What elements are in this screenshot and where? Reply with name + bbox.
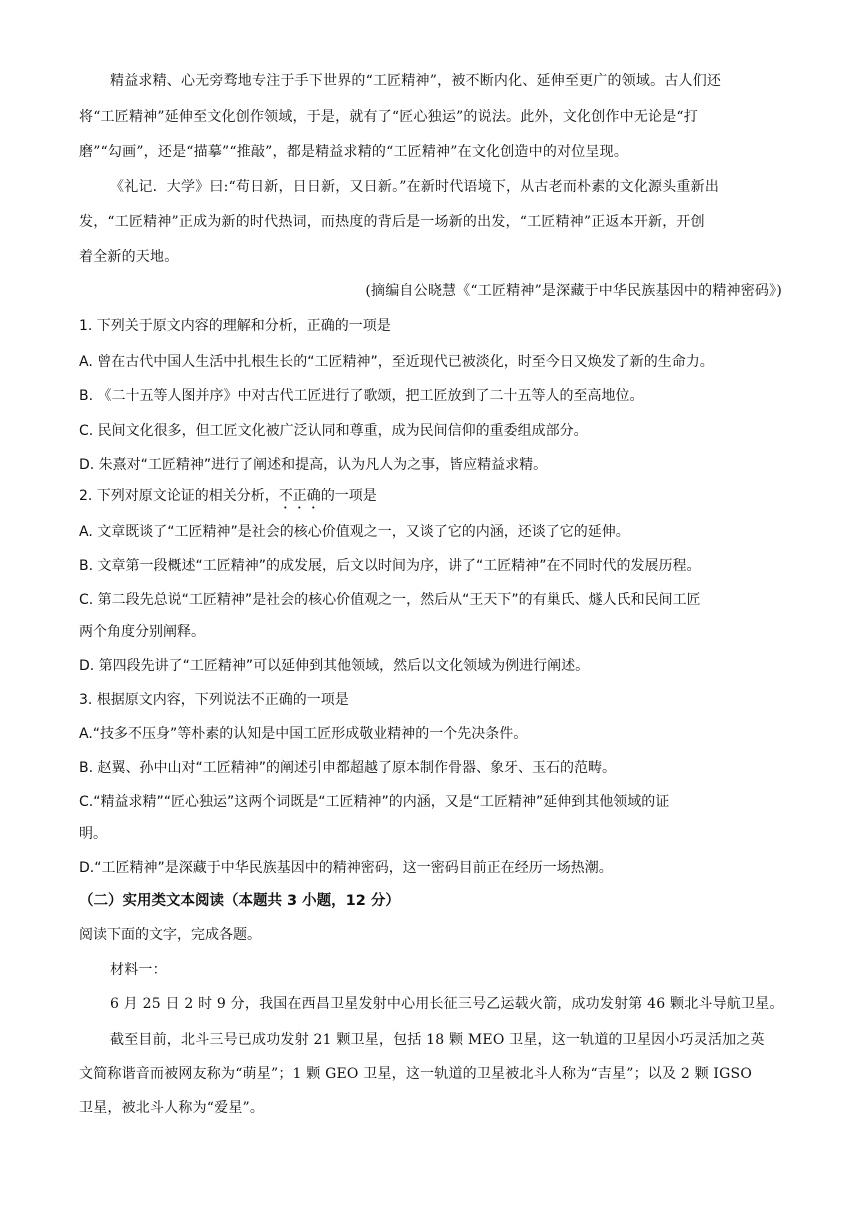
passage-p2-line-3: 着全新的天地。	[79, 249, 179, 265]
question-1-option-c: C. 民间文化很多，但工匠文化被广泛认同和尊重，成为民间信仰的重委组成部分。	[79, 423, 588, 439]
passage-p1-line-2: 将“工匠精神”延伸至文化创作领域，于是，就有了“匠心独运”的说法。此外，文化创作中无论是“打	[79, 109, 698, 125]
question-1-option-d: D. 朱熹对“工匠精神”进行了阐述和提高，认为凡人为之事，皆应精益求精。	[79, 457, 548, 473]
section-2-instruction: 阅读下面的文字，完成各题。	[79, 927, 261, 943]
question-2-option-a: A. 文章既谈了“工匠精神”是社会的核心价值观之一，又谈了它的内涵，还谈了它的延伸。	[79, 524, 630, 540]
question-2-stem-emphasis: 不正确	[278, 488, 321, 504]
material-1-para-2-line-2: 文简称谐音而被网友称为“萌星”；1 颗 GEO 卫星，这一轨道的卫星被北斗人称为“吉星”；以及 2 颗 IGSO	[79, 1066, 753, 1082]
question-3-option-c-line-1: C.“精益求精”“匠心独运”这两个词既是“工匠精神”的内涵，又是“工匠精神”延伸到其他领域的证	[79, 794, 670, 810]
question-3-option-d: D.“工匠精神”是深藏于中华民族基因中的精神密码，这一密码目前正在经历一场热潮。	[79, 860, 613, 876]
question-3-stem: 3. 根据原文内容，下列说法不正确的一项是	[79, 692, 349, 708]
question-2-option-c-line-1: C. 第二段先总说“工匠精神”是社会的核心价值观之一，然后从“王天下”的有巢氏、燧人氏和民间工匠	[79, 592, 701, 608]
passage-p2-line-1: 《礼记．大学》曰:“苟日新，日日新，又日新。”在新时代语境下，从古老而朴素的文化源头重新出	[110, 179, 720, 195]
passage-p1-line-1: 精益求精、心无旁骛地专注于手下世界的“工匠精神”，被不断内化、延伸至更广的领域。古人们还	[110, 73, 722, 89]
question-1-option-a: A. 曾在古代中国人生活中扎根生长的“工匠精神”，至近现代已被淡化，时至今日又焕发了新的生命力。	[79, 354, 714, 370]
question-3-option-c-line-2: 明。	[79, 826, 107, 842]
question-2-option-d: D. 第四段先讲了“工匠精神”可以延伸到其他领域，然后以文化领域为例进行阐述。	[79, 658, 590, 674]
passage-source: (摘编自公晓慧《“工匠精神”是深藏于中华民族基因中的精神密码》)	[365, 283, 782, 299]
material-1-para-2-line-3: 卫星，被北斗人称为“爱星”。	[79, 1100, 265, 1116]
question-2-option-c-line-2: 两个角度分别阐释。	[79, 624, 205, 640]
passage-p2-line-2: 发，“工匠精神”正成为新的时代热词，而热度的背后是一场新的出发，“工匠精神”正返本开新，开创	[79, 214, 705, 230]
passage-p1-line-3: 磨”“勾画”，还是“描摹”“推敲”，都是精益求精的“工匠精神”在文化创造中的对位呈现。	[79, 144, 629, 160]
material-1-label: 材料一：	[110, 962, 167, 978]
material-1-para-1: 6 月 25 日 2 时 9 分，我国在西昌卫星发射中心用长征三号乙运载火箭，成功发射第 46 颗北斗导航卫星。	[110, 996, 784, 1012]
question-3-option-b: B. 赵翼、孙中山对“工匠精神”的阐述引申都超越了原本制作骨器、象牙、玉石的范畴。	[79, 760, 617, 776]
question-1-stem: 1. 下列关于原文内容的理解和分析，正确的一项是	[79, 318, 391, 334]
section-2-heading: （二）实用类文本阅读（本题共 3 小题，12 分）	[79, 893, 400, 909]
question-2-stem-suffix: 的一项是	[320, 488, 377, 504]
question-2-option-b: B. 文章第一段概述“工匠精神”的成发展，后文以时间为序，讲了“工匠精神”在不同时代的发展历程。	[79, 558, 701, 574]
question-2-stem	[79, 486, 377, 512]
material-1-para-2-line-1: 截至目前，北斗三号已成功发射 21 颗卫星，包括 18 颗 MEO 卫星，这一轨道的卫星因小巧灵活加之英	[110, 1032, 765, 1048]
question-2-stem-prefix: 2. 下列对原文论证的相关分析，	[79, 488, 279, 504]
question-1-option-b: B. 《二十五等人图并序》中对古代工匠进行了歌颂，把工匠放到了二十五等人的至高地位。	[79, 388, 644, 404]
question-3-option-a: A.“技多不压身”等朴素的认知是中国工匠形成敬业精神的一个先决条件。	[79, 726, 528, 742]
